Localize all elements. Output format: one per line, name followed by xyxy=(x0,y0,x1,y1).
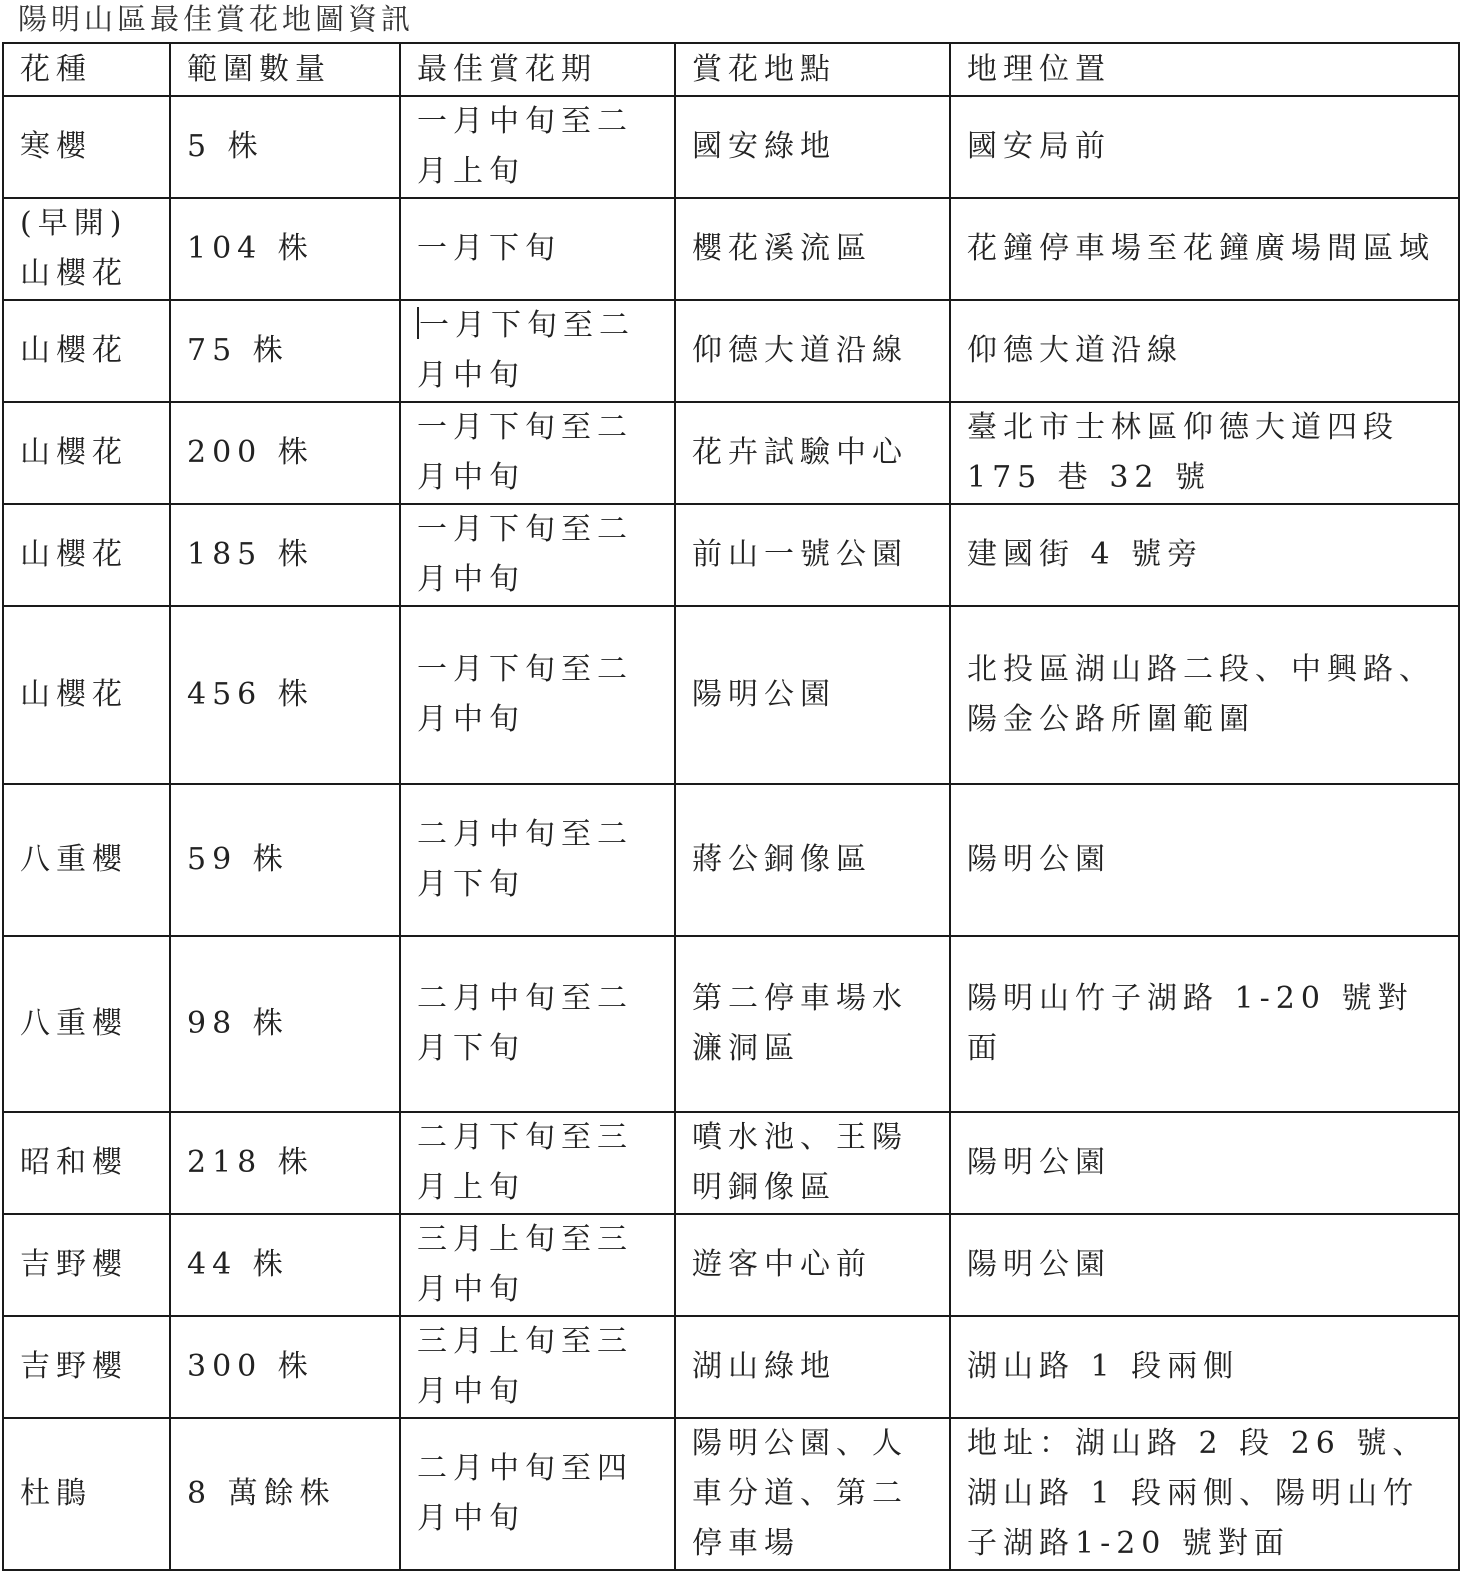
table-row xyxy=(3,1316,1459,1418)
cell-spot: 國安綠地 xyxy=(675,96,950,198)
cell-location: 臺北市士林區仰德大道四段175 巷 32 號 xyxy=(950,402,1459,504)
flower-viewing-table xyxy=(2,42,1460,1571)
cell-spot: 湖山綠地 xyxy=(675,1316,950,1418)
cell-period: 二月下旬至三月上旬 xyxy=(400,1112,675,1214)
table-header-row xyxy=(3,43,1459,96)
header-species: 花種 xyxy=(3,43,170,96)
cell-period: 三月上旬至三月中旬 xyxy=(400,1214,675,1316)
cell-period: 一月下旬 xyxy=(400,198,675,300)
cell-count: 200 株 xyxy=(170,402,400,504)
cell-count: 218 株 xyxy=(170,1112,400,1214)
header-location: 地理位置 xyxy=(950,43,1459,96)
cell-location: 花鐘停車場至花鐘廣場間區域 xyxy=(950,198,1459,300)
header-count: 範圍數量 xyxy=(170,43,400,96)
cell-species: 山櫻花 xyxy=(3,300,170,402)
table-row xyxy=(3,300,1459,402)
cell-species: 山櫻花 xyxy=(3,606,170,784)
cell-period-text: 一月下旬至二月中旬 xyxy=(417,308,635,393)
cell-spot: 陽明公園 xyxy=(675,606,950,784)
cell-period: 一月下旬至二月中旬 xyxy=(400,606,675,784)
cell-location: 國安局前 xyxy=(950,96,1459,198)
cell-location: 地址：湖山路 2 段 26 號、湖山路 1 段兩側、陽明山竹子湖路1-20 號對面 xyxy=(950,1418,1459,1570)
table-row xyxy=(3,504,1459,606)
cell-location: 建國街 4 號旁 xyxy=(950,504,1459,606)
cell-species: (早開)山櫻花 xyxy=(3,198,170,300)
cell-spot: 第二停車場水濂洞區 xyxy=(675,936,950,1112)
cell-period xyxy=(400,300,675,402)
cell-location: 陽明公園 xyxy=(950,1214,1459,1316)
cell-species: 八重櫻 xyxy=(3,936,170,1112)
cell-location: 陽明公園 xyxy=(950,1112,1459,1214)
header-spot: 賞花地點 xyxy=(675,43,950,96)
cell-location: 陽明山竹子湖路 1-20 號對面 xyxy=(950,936,1459,1112)
cell-species: 昭和櫻 xyxy=(3,1112,170,1214)
cell-species: 吉野櫻 xyxy=(3,1214,170,1316)
cell-period: 一月下旬至二月中旬 xyxy=(400,504,675,606)
cell-spot: 噴水池、王陽明銅像區 xyxy=(675,1112,950,1214)
cell-period: 三月上旬至三月中旬 xyxy=(400,1316,675,1418)
table-row xyxy=(3,402,1459,504)
table-row xyxy=(3,784,1459,936)
cell-count: 59 株 xyxy=(170,784,400,936)
table-row xyxy=(3,606,1459,784)
cell-species: 杜鵑 xyxy=(3,1418,170,1570)
cell-location: 北投區湖山路二段、中興路、陽金公路所圍範圍 xyxy=(950,606,1459,784)
document-title: 陽明山區最佳賞花地圖資訊 xyxy=(18,2,415,36)
cell-count: 44 株 xyxy=(170,1214,400,1316)
cell-count: 8 萬餘株 xyxy=(170,1418,400,1570)
cell-count: 104 株 xyxy=(170,198,400,300)
cell-period: 一月中旬至二月上旬 xyxy=(400,96,675,198)
cell-species: 吉野櫻 xyxy=(3,1316,170,1418)
table-row xyxy=(3,1418,1459,1570)
cell-species: 山櫻花 xyxy=(3,504,170,606)
cell-spot: 仰德大道沿線 xyxy=(675,300,950,402)
table-row xyxy=(3,96,1459,198)
header-period: 最佳賞花期 xyxy=(400,43,675,96)
cell-period: 二月中旬至二月下旬 xyxy=(400,936,675,1112)
cell-count: 5 株 xyxy=(170,96,400,198)
cell-spot: 蔣公銅像區 xyxy=(675,784,950,936)
cell-count: 456 株 xyxy=(170,606,400,784)
cell-count: 185 株 xyxy=(170,504,400,606)
cell-period: 一月下旬至二月中旬 xyxy=(400,402,675,504)
cell-species: 八重櫻 xyxy=(3,784,170,936)
cell-count: 98 株 xyxy=(170,936,400,1112)
cell-species: 寒櫻 xyxy=(3,96,170,198)
cell-spot: 前山一號公園 xyxy=(675,504,950,606)
cell-spot: 遊客中心前 xyxy=(675,1214,950,1316)
table-row xyxy=(3,1112,1459,1214)
cell-species: 山櫻花 xyxy=(3,402,170,504)
cell-spot: 櫻花溪流區 xyxy=(675,198,950,300)
cell-spot: 花卉試驗中心 xyxy=(675,402,950,504)
table-row xyxy=(3,1214,1459,1316)
cell-period: 二月中旬至四月中旬 xyxy=(400,1418,675,1570)
table-row xyxy=(3,936,1459,1112)
cell-location: 陽明公園 xyxy=(950,784,1459,936)
cell-location: 仰德大道沿線 xyxy=(950,300,1459,402)
cell-count: 300 株 xyxy=(170,1316,400,1418)
cell-count: 75 株 xyxy=(170,300,400,402)
table-row xyxy=(3,198,1459,300)
cell-location: 湖山路 1 段兩側 xyxy=(950,1316,1459,1418)
cell-period: 二月中旬至二月下旬 xyxy=(400,784,675,936)
cell-spot: 陽明公園、人車分道、第二停車場 xyxy=(675,1418,950,1570)
